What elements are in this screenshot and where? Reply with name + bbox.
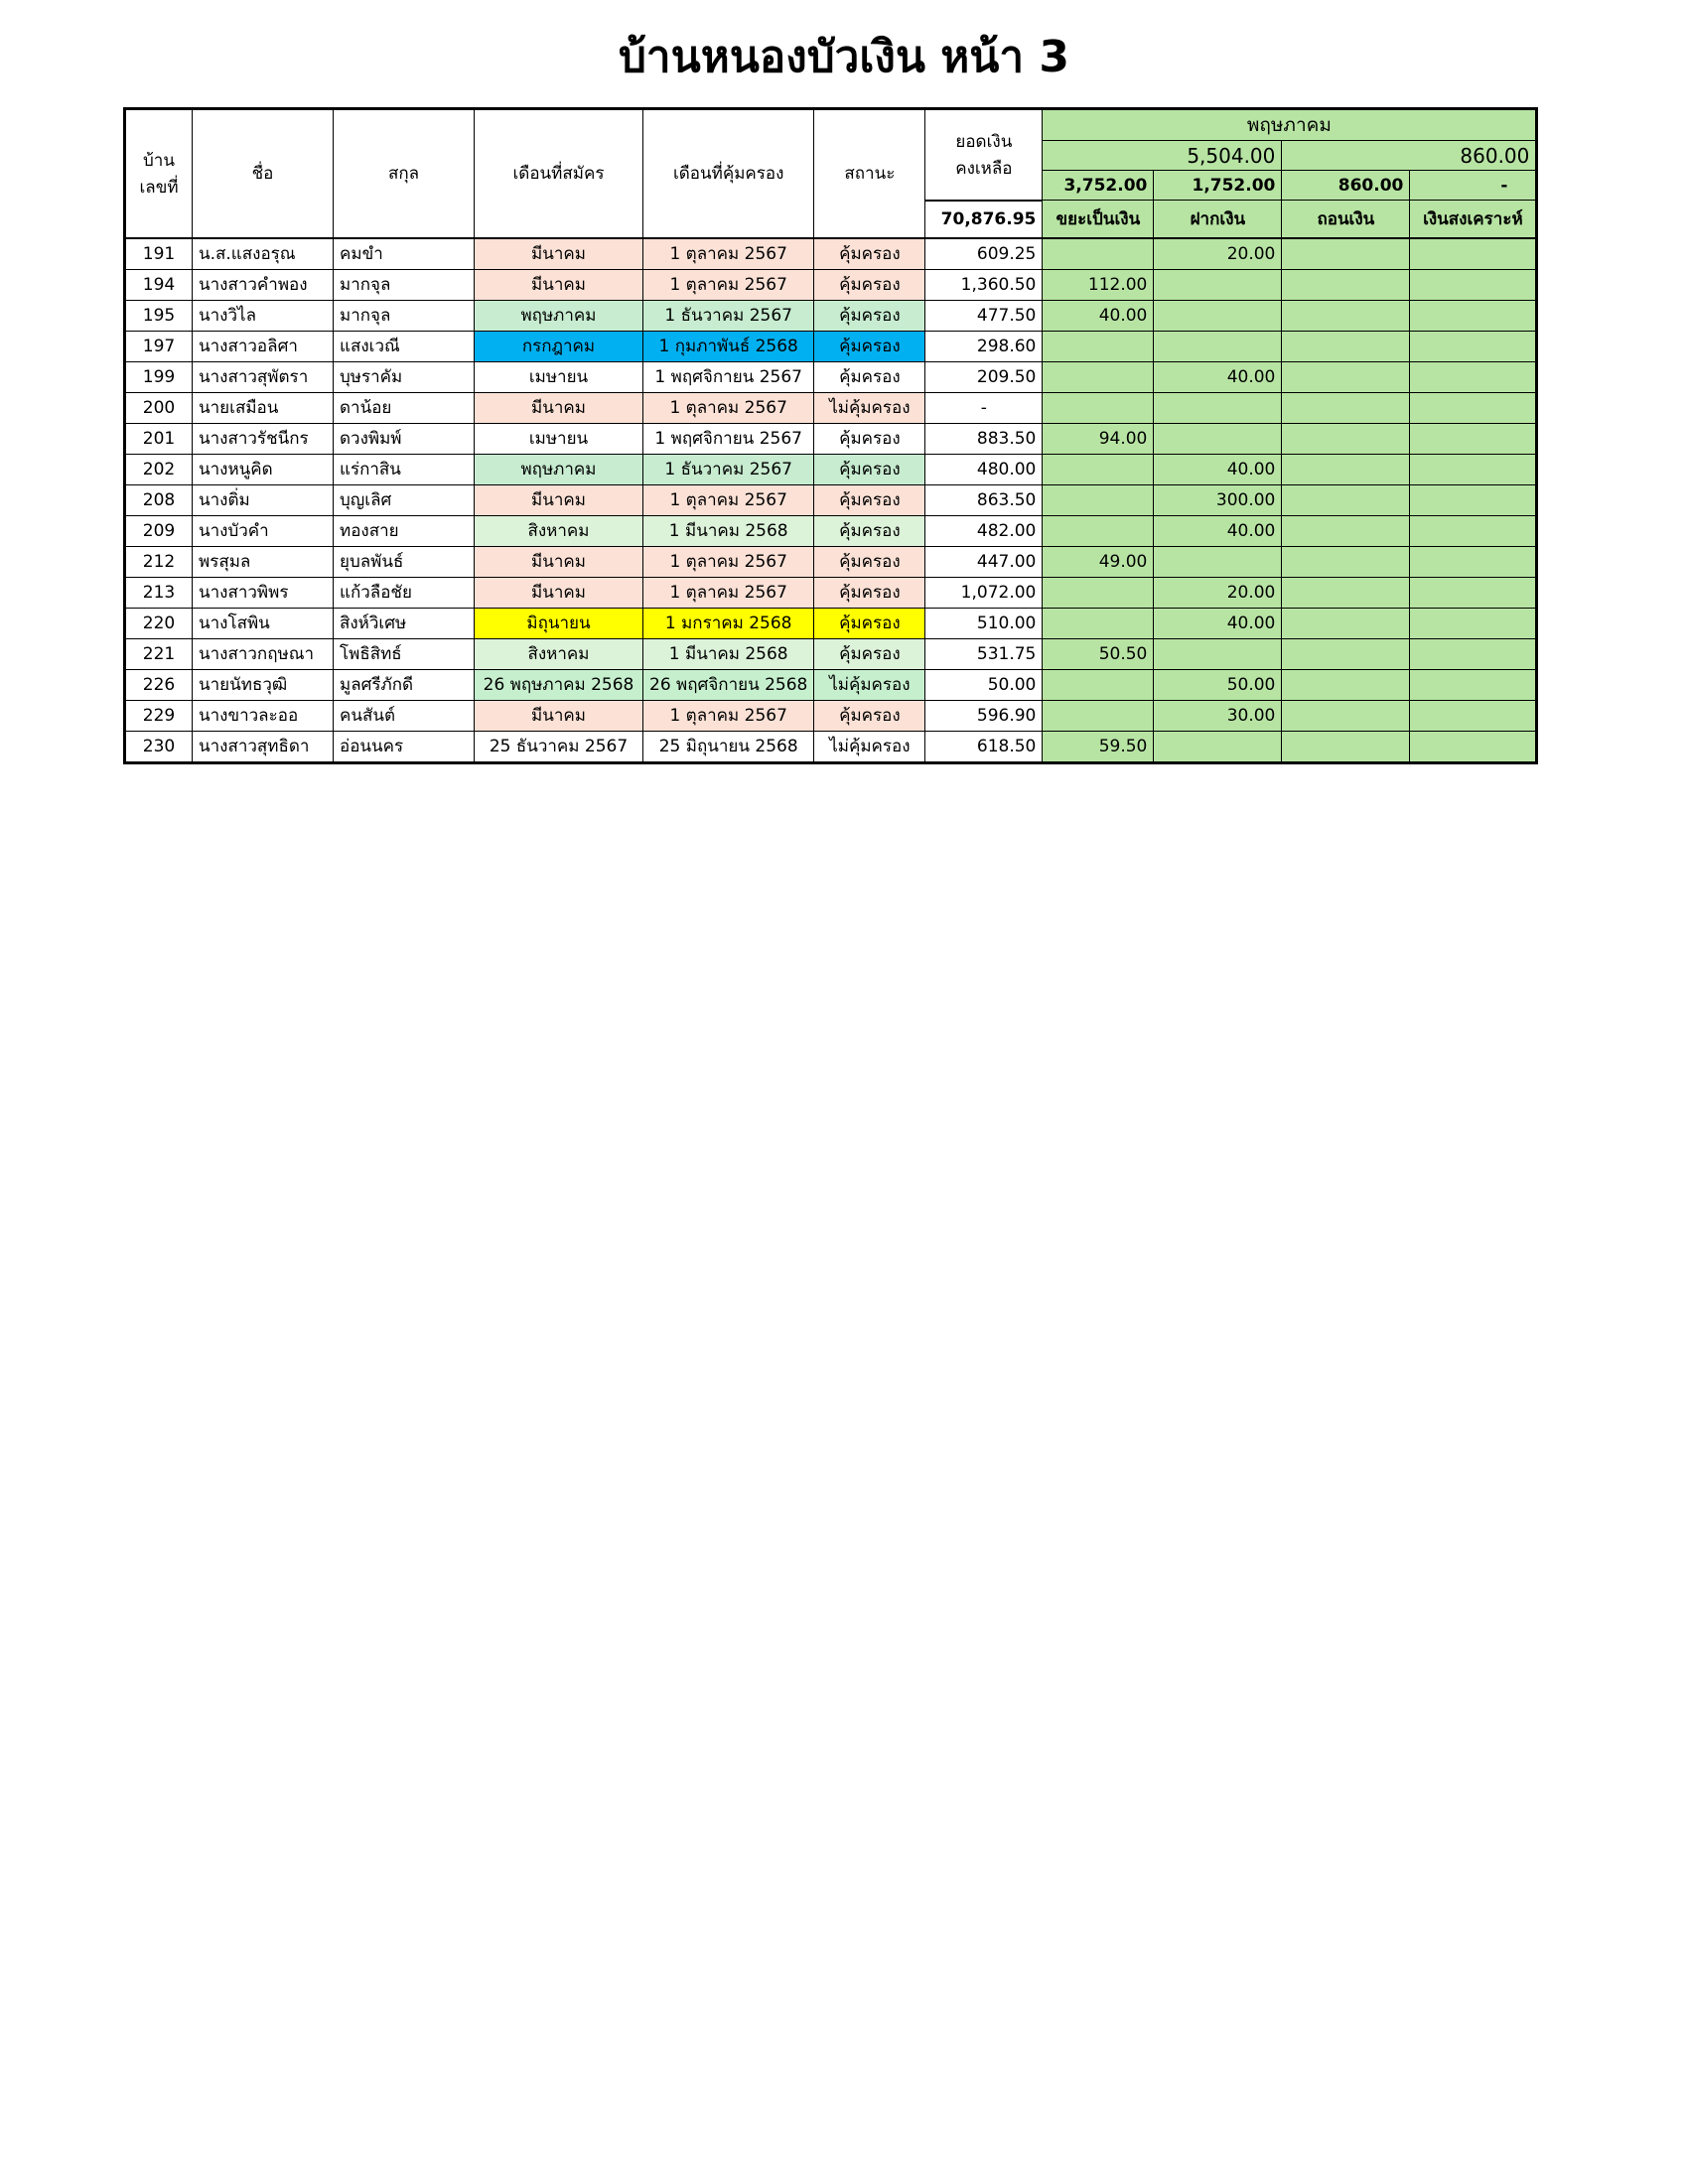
cell-month-covered: 1 ตุลาคม 2567 (643, 577, 814, 608)
header-status: สถานะ (814, 109, 925, 238)
cell-first-name: พรสุมล (193, 546, 334, 577)
cell-first-name: นางสาวพิพร (193, 577, 334, 608)
cell-month-applied: กรกฎาคม (475, 331, 643, 361)
cell-deposit (1154, 638, 1282, 669)
cell-status: คุ้มครอง (814, 577, 925, 608)
cell-last-name: มากจุล (334, 300, 475, 331)
cell-last-name: อ่อนนคร (334, 731, 475, 762)
cell-welfare (1410, 608, 1537, 638)
cell-last-name: คมขำ (334, 238, 475, 270)
cell-status: ไม่คุ้มครอง (814, 392, 925, 423)
cell-status: คุ้มครอง (814, 700, 925, 731)
cell-month-covered: 1 ตุลาคม 2567 (643, 484, 814, 515)
cell-deposit: 50.00 (1154, 669, 1282, 700)
cell-waste (1043, 700, 1154, 731)
table-row (125, 238, 1537, 270)
cell-first-name: นางสาวคำพอง (193, 269, 334, 300)
cell-last-name: โพธิสิทธ์ (334, 638, 475, 669)
cell-house-no: 220 (125, 608, 193, 638)
cell-deposit: 40.00 (1154, 515, 1282, 546)
cell-status: คุ้มครอง (814, 608, 925, 638)
header-month: พฤษภาคม (1043, 109, 1537, 141)
cell-waste (1043, 454, 1154, 484)
cell-status: คุ้มครอง (814, 515, 925, 546)
cell-house-no: 226 (125, 669, 193, 700)
cell-waste: 50.50 (1043, 638, 1154, 669)
cell-last-name: มากจุล (334, 269, 475, 300)
member-ledger-table (123, 107, 1538, 764)
cell-welfare (1410, 269, 1537, 300)
cell-balance: 883.50 (925, 423, 1043, 454)
cell-month-applied: มีนาคม (475, 484, 643, 515)
cell-balance: 209.50 (925, 361, 1043, 392)
cell-balance: 596.90 (925, 700, 1043, 731)
cell-house-no: 209 (125, 515, 193, 546)
cell-month-covered: 1 ตุลาคม 2567 (643, 700, 814, 731)
cell-house-no: 221 (125, 638, 193, 669)
cell-balance: 477.50 (925, 300, 1043, 331)
cell-welfare (1410, 669, 1537, 700)
cell-deposit (1154, 423, 1282, 454)
cell-status: คุ้มครอง (814, 300, 925, 331)
cell-balance: 609.25 (925, 238, 1043, 270)
cell-balance: 863.50 (925, 484, 1043, 515)
cell-month-covered: 26 พฤศจิกายน 2568 (643, 669, 814, 700)
table-row (125, 269, 1537, 300)
cell-waste (1043, 608, 1154, 638)
header-house-no-line2: เลขที่ (139, 177, 179, 198)
cell-last-name: แร่กาสิน (334, 454, 475, 484)
cell-waste (1043, 577, 1154, 608)
cell-month-covered: 1 ธันวาคม 2567 (643, 300, 814, 331)
cell-status: คุ้มครอง (814, 546, 925, 577)
cell-deposit: 300.00 (1154, 484, 1282, 515)
cell-status: คุ้มครอง (814, 484, 925, 515)
cell-month-covered: 1 มกราคม 2568 (643, 608, 814, 638)
header-balance (925, 109, 1043, 201)
table-row (125, 700, 1537, 731)
cell-month-applied: 26 พฤษภาคม 2568 (475, 669, 643, 700)
cell-welfare (1410, 392, 1537, 423)
table-row (125, 423, 1537, 454)
table-row (125, 577, 1537, 608)
cell-status: คุ้มครอง (814, 361, 925, 392)
cell-waste: 40.00 (1043, 300, 1154, 331)
col-label-withdraw: ถอนเงิน (1282, 201, 1410, 238)
cell-deposit: 20.00 (1154, 577, 1282, 608)
cell-house-no: 201 (125, 423, 193, 454)
page-title: บ้านหนองบัวเงิน หน้า 3 (619, 32, 1069, 82)
header-sum-right: 860.00 (1282, 141, 1537, 171)
cell-status: คุ้มครอง (814, 454, 925, 484)
cell-last-name: มูลศรีภักดี (334, 669, 475, 700)
cell-last-name: คนสันต์ (334, 700, 475, 731)
cell-month-applied: มีนาคม (475, 392, 643, 423)
cell-withdraw (1282, 454, 1410, 484)
cell-balance: 298.60 (925, 331, 1043, 361)
cell-house-no: 202 (125, 454, 193, 484)
cell-house-no: 213 (125, 577, 193, 608)
table-row (125, 515, 1537, 546)
cell-balance: 50.00 (925, 669, 1043, 700)
cell-month-applied: มีนาคม (475, 700, 643, 731)
cell-deposit (1154, 392, 1282, 423)
table-row (125, 638, 1537, 669)
cell-month-applied: มีนาคม (475, 577, 643, 608)
cell-withdraw (1282, 669, 1410, 700)
cell-last-name: บุษราคัม (334, 361, 475, 392)
cell-withdraw (1282, 731, 1410, 762)
header-first-name: ชื่อ (193, 109, 334, 238)
cell-withdraw (1282, 700, 1410, 731)
header-house-no (125, 109, 193, 238)
cell-month-applied: มีนาคม (475, 546, 643, 577)
header-last-name: สกุล (334, 109, 475, 238)
cell-month-applied: 25 ธันวาคม 2567 (475, 731, 643, 762)
col-label-waste: ขยะเป็นเงิน (1043, 201, 1154, 238)
cell-month-covered: 1 กุมภาพันธ์ 2568 (643, 331, 814, 361)
cell-welfare (1410, 238, 1537, 270)
cell-first-name: นายนัทธวุฒิ (193, 669, 334, 700)
cell-house-no: 212 (125, 546, 193, 577)
cell-status: คุ้มครอง (814, 638, 925, 669)
table-row (125, 361, 1537, 392)
cell-deposit (1154, 731, 1282, 762)
table-row (125, 484, 1537, 515)
cell-deposit: 20.00 (1154, 238, 1282, 270)
cell-status: ไม่คุ้มครอง (814, 669, 925, 700)
cell-house-no: 195 (125, 300, 193, 331)
cell-first-name: นางติ่ม (193, 484, 334, 515)
header-house-no-line1: บ้าน (143, 150, 175, 171)
cell-deposit (1154, 546, 1282, 577)
table-row (125, 669, 1537, 700)
table-row (125, 392, 1537, 423)
cell-status: คุ้มครอง (814, 269, 925, 300)
table-row (125, 546, 1537, 577)
cell-last-name: ทองสาย (334, 515, 475, 546)
cell-month-covered: 1 ตุลาคม 2567 (643, 238, 814, 270)
cell-first-name: นางโสพิน (193, 608, 334, 638)
cell-last-name: บุญเลิศ (334, 484, 475, 515)
table-row (125, 731, 1537, 762)
cell-withdraw (1282, 331, 1410, 361)
table-row (125, 300, 1537, 331)
cell-withdraw (1282, 392, 1410, 423)
cell-waste (1043, 484, 1154, 515)
cell-first-name: นางขาวละออ (193, 700, 334, 731)
cell-withdraw (1282, 269, 1410, 300)
cell-first-name: นางสาวสุพัตรา (193, 361, 334, 392)
cell-welfare (1410, 731, 1537, 762)
cell-welfare (1410, 577, 1537, 608)
cell-waste (1043, 669, 1154, 700)
cell-first-name: นางสาวสุทธิดา (193, 731, 334, 762)
cell-balance: 1,072.00 (925, 577, 1043, 608)
cell-waste: 59.50 (1043, 731, 1154, 762)
cell-deposit: 40.00 (1154, 361, 1282, 392)
cell-status: คุ้มครอง (814, 238, 925, 270)
cell-withdraw (1282, 515, 1410, 546)
cell-month-covered: 25 มิถุนายน 2568 (643, 731, 814, 762)
cell-waste (1043, 361, 1154, 392)
cell-first-name: นางสาวอลิศา (193, 331, 334, 361)
cell-waste: 49.00 (1043, 546, 1154, 577)
cell-first-name: นางวิไล (193, 300, 334, 331)
cell-month-applied: มีนาคม (475, 269, 643, 300)
cell-welfare (1410, 423, 1537, 454)
cell-house-no: 208 (125, 484, 193, 515)
cell-waste (1043, 392, 1154, 423)
cell-last-name: ยุบลพันธ์ (334, 546, 475, 577)
cell-last-name: ดาน้อย (334, 392, 475, 423)
cell-deposit (1154, 269, 1282, 300)
col-label-welfare: เงินสงเคราะห์ (1410, 201, 1537, 238)
cell-month-covered: 1 มีนาคม 2568 (643, 515, 814, 546)
col-label-deposit: ฝากเงิน (1154, 201, 1282, 238)
cell-status: ไม่คุ้มครอง (814, 731, 925, 762)
subtotal-welfare: - (1410, 171, 1537, 201)
cell-month-covered: 1 ตุลาคม 2567 (643, 546, 814, 577)
cell-month-applied: พฤษภาคม (475, 454, 643, 484)
cell-welfare (1410, 700, 1537, 731)
cell-house-no: 194 (125, 269, 193, 300)
cell-welfare (1410, 546, 1537, 577)
cell-balance: 482.00 (925, 515, 1043, 546)
cell-first-name: นายเสมือน (193, 392, 334, 423)
subtotal-deposit: 1,752.00 (1154, 171, 1282, 201)
cell-withdraw (1282, 484, 1410, 515)
cell-withdraw (1282, 423, 1410, 454)
cell-balance: 1,360.50 (925, 269, 1043, 300)
cell-withdraw (1282, 577, 1410, 608)
cell-first-name: น.ส.แสงอรุณ (193, 238, 334, 270)
header-sum-left: 5,504.00 (1043, 141, 1282, 171)
table-row (125, 608, 1537, 638)
cell-waste (1043, 238, 1154, 270)
cell-status: คุ้มครอง (814, 331, 925, 361)
cell-first-name: นางหนูคิด (193, 454, 334, 484)
cell-waste: 94.00 (1043, 423, 1154, 454)
table-body (125, 238, 1537, 763)
header-balance-line1: ยอดเงิน (955, 131, 1013, 152)
cell-withdraw (1282, 638, 1410, 669)
cell-house-no: 229 (125, 700, 193, 731)
cell-withdraw (1282, 608, 1410, 638)
cell-withdraw (1282, 361, 1410, 392)
balance-total: 70,876.95 (925, 201, 1043, 238)
header-month-covered: เดือนที่คุ้มครอง (643, 109, 814, 238)
cell-month-applied: เมษายน (475, 361, 643, 392)
cell-welfare (1410, 300, 1537, 331)
cell-first-name: นางสาวรัชนีกร (193, 423, 334, 454)
cell-last-name: สิงห์วิเศษ (334, 608, 475, 638)
cell-withdraw (1282, 300, 1410, 331)
cell-month-applied: พฤษภาคม (475, 300, 643, 331)
cell-first-name: นางบัวคำ (193, 515, 334, 546)
cell-balance: - (925, 392, 1043, 423)
cell-month-applied: มิถุนายน (475, 608, 643, 638)
cell-welfare (1410, 331, 1537, 361)
cell-house-no: 230 (125, 731, 193, 762)
cell-balance: 480.00 (925, 454, 1043, 484)
cell-month-covered: 1 พฤศจิกายน 2567 (643, 361, 814, 392)
cell-withdraw (1282, 238, 1410, 270)
cell-waste: 112.00 (1043, 269, 1154, 300)
cell-deposit: 40.00 (1154, 454, 1282, 484)
cell-balance: 618.50 (925, 731, 1043, 762)
cell-last-name: แก้วลือชัย (334, 577, 475, 608)
cell-house-no: 197 (125, 331, 193, 361)
cell-last-name: ดวงพิมพ์ (334, 423, 475, 454)
cell-house-no: 200 (125, 392, 193, 423)
table-row (125, 331, 1537, 361)
cell-deposit (1154, 331, 1282, 361)
cell-deposit: 40.00 (1154, 608, 1282, 638)
cell-deposit (1154, 300, 1282, 331)
cell-month-applied: สิงหาคม (475, 638, 643, 669)
cell-welfare (1410, 638, 1537, 669)
cell-welfare (1410, 515, 1537, 546)
table-row (125, 454, 1537, 484)
cell-welfare (1410, 361, 1537, 392)
cell-last-name: แสงเวณี (334, 331, 475, 361)
cell-balance: 510.00 (925, 608, 1043, 638)
cell-month-covered: 1 ธันวาคม 2567 (643, 454, 814, 484)
subtotal-waste: 3,752.00 (1043, 171, 1154, 201)
cell-month-covered: 1 มีนาคม 2568 (643, 638, 814, 669)
cell-month-applied: สิงหาคม (475, 515, 643, 546)
cell-deposit: 30.00 (1154, 700, 1282, 731)
cell-balance: 447.00 (925, 546, 1043, 577)
cell-month-covered: 1 พฤศจิกายน 2567 (643, 423, 814, 454)
cell-withdraw (1282, 546, 1410, 577)
subtotal-withdraw: 860.00 (1282, 171, 1410, 201)
cell-month-covered: 1 ตุลาคม 2567 (643, 392, 814, 423)
cell-house-no: 199 (125, 361, 193, 392)
cell-welfare (1410, 484, 1537, 515)
cell-month-applied: เมษายน (475, 423, 643, 454)
header-balance-line2: คงเหลือ (955, 158, 1013, 179)
cell-waste (1043, 331, 1154, 361)
header-month-applied: เดือนที่สมัคร (475, 109, 643, 238)
cell-first-name: นางสาวกฤษณา (193, 638, 334, 669)
cell-status: คุ้มครอง (814, 423, 925, 454)
cell-month-covered: 1 ตุลาคม 2567 (643, 269, 814, 300)
cell-month-applied: มีนาคม (475, 238, 643, 270)
cell-house-no: 191 (125, 238, 193, 270)
table-header (125, 109, 1537, 238)
cell-waste (1043, 515, 1154, 546)
cell-balance: 531.75 (925, 638, 1043, 669)
cell-welfare (1410, 454, 1537, 484)
